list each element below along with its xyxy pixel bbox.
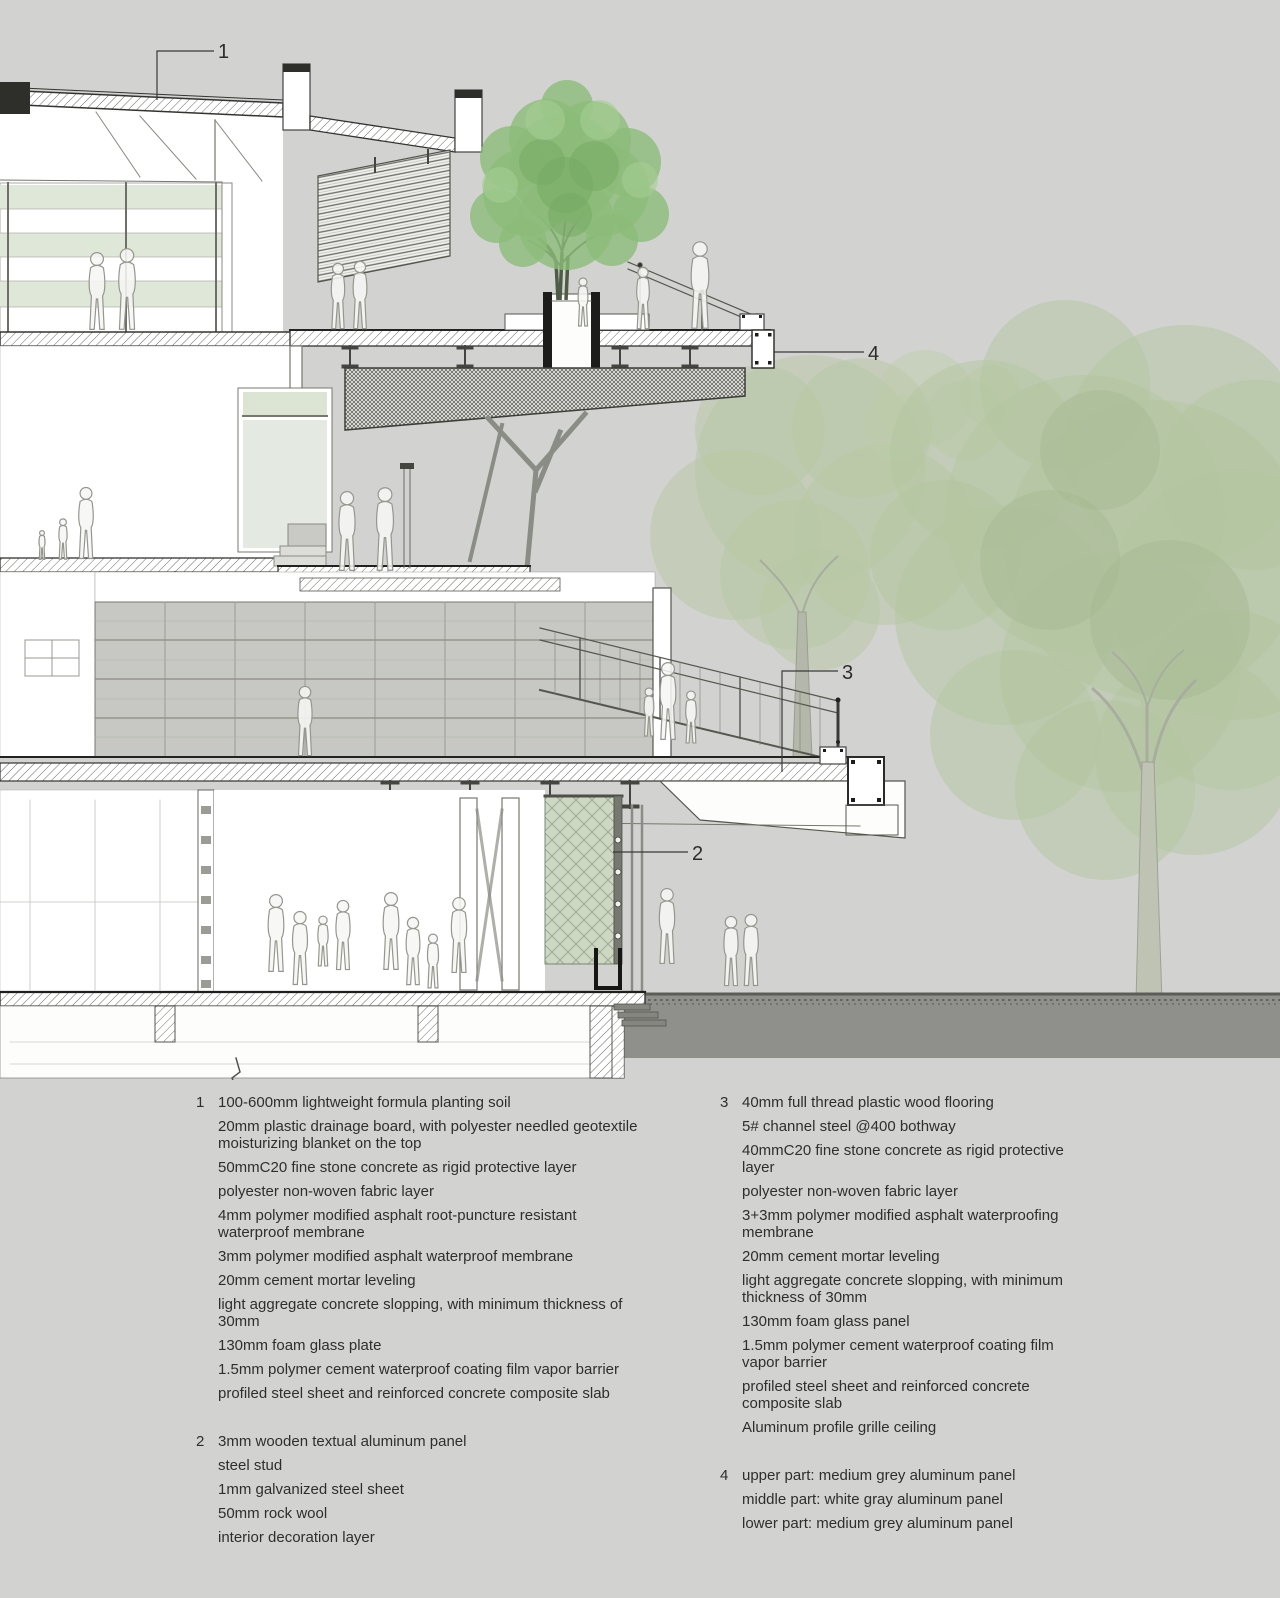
legend-entry: light aggregate concrete slopping, with minimum thickness of 30mm: [218, 1296, 623, 1330]
ground-hall: [214, 790, 545, 992]
legend-entry: middle part: white gray aluminum panel: [742, 1491, 1003, 1508]
legend-entry: 3mm wooden textual aluminum panel: [218, 1433, 467, 1450]
ground-slab: [0, 992, 645, 1006]
legend-entry: polyester non-woven fabric layer: [742, 1183, 958, 1200]
legend-entry: 130mm foam glass plate: [218, 1337, 382, 1354]
materials-legend-left: [196, 1094, 642, 1577]
louver-mullion-strip: [198, 790, 214, 992]
legend-entry: 50mmC20 fine stone concrete as rigid protective layer: [218, 1159, 577, 1176]
legend-entry: 5# channel steel @400 bothway: [742, 1118, 956, 1135]
top-floor-slab: [0, 332, 300, 346]
legend-entry: 130mm foam glass panel: [742, 1313, 910, 1330]
curtain-wall-level2: [95, 602, 653, 757]
legend-entry: light aggregate concrete slopping, with minimum thickness of 30mm: [742, 1272, 1063, 1306]
top-curtain-wall: [0, 183, 232, 332]
legend-entry: 20mm cement mortar leveling: [742, 1248, 940, 1265]
legend-entry: 1.5mm polymer cement waterproof coating film vapor barrier: [218, 1361, 619, 1378]
legend-entry: 1mm galvanized steel sheet: [218, 1481, 404, 1498]
legend-entry: 4mm polymer modified asphalt root-puncture resistant waterproof membrane: [218, 1207, 577, 1241]
legend-entry: profiled steel sheet and reinforced concrete composite slab: [742, 1378, 1030, 1412]
roof-left-parapet: [0, 82, 30, 114]
legend-entry: profiled steel sheet and reinforced concrete composite slab: [218, 1385, 610, 1402]
legend-entry: 100-600mm lightweight formula planting soil: [218, 1094, 511, 1111]
legend-entry: steel stud: [218, 1457, 283, 1474]
legend-entry: interior decoration layer: [218, 1529, 375, 1546]
callout-4-label: 4: [868, 343, 880, 365]
legend-section-1: [196, 1094, 642, 1409]
legend-item-number: 1: [196, 1094, 205, 1111]
materials-legend-right: [720, 1094, 1082, 1563]
legend-entry: lower part: medium grey aluminum panel: [742, 1515, 1013, 1532]
middle-floor-slab: [0, 558, 290, 572]
legend-entry: 3mm polymer modified asphalt waterproof membrane: [218, 1248, 574, 1265]
legend-section-2: [196, 1433, 642, 1553]
legend-entry: 50mm rock wool: [218, 1505, 328, 1522]
legend-entry: Aluminum profile grille ceiling: [742, 1419, 937, 1436]
legend-entry: 40mm full thread plastic wood flooring: [742, 1094, 994, 1111]
legend-entry: polyester non-woven fabric layer: [218, 1183, 434, 1200]
legend-entry: 40mmC20 fine stone concrete as rigid protective layer: [742, 1142, 1064, 1176]
basement: [0, 1004, 666, 1080]
green-louver-wall: [545, 796, 622, 964]
legend-entry: 20mm cement mortar leveling: [218, 1272, 416, 1289]
legend-item-number: 3: [720, 1094, 729, 1111]
legend-item-number: 4: [720, 1467, 729, 1484]
legend-entry: 20mm plastic drainage board, with polyester needled geotextile moisturizing blanket on the top: [218, 1118, 638, 1152]
legend-entry: upper part: medium grey aluminum panel: [742, 1467, 1016, 1484]
legend-item-number: 2: [196, 1433, 205, 1450]
legend-entry: 1.5mm polymer cement waterproof coating film vapor barrier: [742, 1337, 1054, 1371]
callout-3-label: 3: [842, 662, 854, 684]
legend-section-3: [720, 1094, 1082, 1443]
legend-entry: 3+3mm polymer modified asphalt waterproofing membrane: [742, 1207, 1059, 1241]
callout-2-label: 2: [692, 843, 704, 865]
callout-1-label: 1: [218, 41, 230, 63]
ground-soil: [612, 994, 1280, 1058]
tree-planter: [543, 292, 600, 372]
legend-section-4: [720, 1467, 1082, 1539]
